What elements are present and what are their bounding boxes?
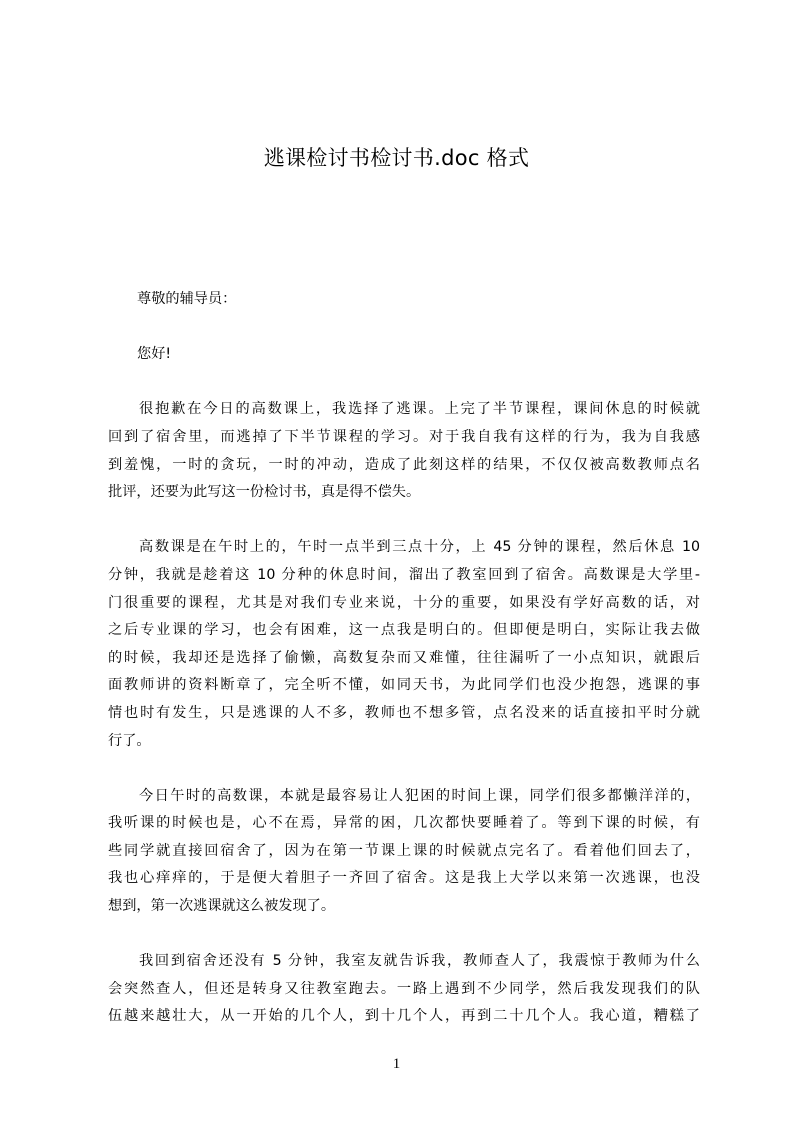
paragraph-1: [108, 396, 700, 506]
paragraph-line: 伍越来越壮大，从一开始的几个人，到十几个人，再到二十几个人。我心道，糟糕了: [108, 1008, 700, 1025]
greeting: 您好!: [137, 346, 172, 363]
paragraph-line: 今日午时的高数课，本就是最容易让人犯困的时间上课，同学们很多都懒洋洋的，: [139, 787, 700, 804]
paragraph-line: 些同学就直接回宿舍了，因为在第一节课上课的时候就点完名了。看着他们回去了，: [108, 842, 700, 859]
paragraph-line: 会突然查人，但还是转身又往教室跑去。一路上遇到不少同学，然后我发现我们的队: [108, 980, 700, 997]
paragraph-line: 我回到宿舍还没有 5 分钟，我室友就告诉我，教师查人了，我震惊于教师为什么: [139, 953, 700, 970]
paragraph-line: 我听课的时候也是，心不在焉，异常的困，几次都快要睡着了。等到下课的时候，有: [108, 815, 700, 832]
paragraph-line: 想到，第一次逃课就这么被发现了。: [108, 898, 336, 915]
paragraph-line: 回到了宿舍里，而逃掉了下半节课程的学习。对于我自我有这样的行为，我为自我感: [108, 428, 700, 445]
page-number: 1: [392, 1056, 401, 1072]
paragraph-line: 面教师讲的资料断章了，完全听不懂，如同天书，为此同学们也没少抱怨，逃课的事: [108, 677, 700, 694]
paragraph-line: 行了。: [108, 732, 151, 749]
paragraph-2: [108, 534, 700, 755]
paragraph-line: 我也心痒痒的，于是便大着胆子一齐回了宿舍。这是我上大学以来第一次逃课，也没: [108, 870, 700, 887]
paragraph-line: 到羞愧，一时的贪玩，一时的冲动，造成了此刻这样的结果，不仅仅被高数教师点名: [108, 456, 700, 473]
paragraph-3: [108, 783, 700, 921]
document-title: 逃课检讨书检讨书.doc 格式: [263, 146, 530, 170]
paragraph-line: 高数课是在午时上的，午时一点半到三点十分，上 45 分钟的课程，然后休息 10: [139, 539, 700, 556]
paragraph-line: 门很重要的课程，尤其是对我们专业来说，十分的重要，如果没有学好高数的话，对: [108, 594, 700, 611]
paragraph-line: 的时候，我却还是选择了偷懒，高数复杂而又难懂，往往漏听了一小点知识，就跟后: [108, 649, 700, 666]
paragraph-line: 分钟，我就是趁着这 10 分种的休息时间，溜出了教室回到了宿舍。高数课是大学里-: [108, 566, 700, 583]
paragraph-line: 很抱歉在今日的高数课上，我选择了逃课。上完了半节课程，课间休息的时候就: [139, 401, 700, 418]
paragraph-line: 批评，还要为此写这一份检讨书，真是得不偿失。: [108, 484, 421, 501]
document-body: [108, 286, 700, 1031]
paragraph-4: [108, 948, 700, 1031]
paragraph-line: 情也时有发生，只是逃课的人不多，教师也不想多管，点名没来的话直接扣平时分就: [108, 704, 700, 721]
salutation: 尊敬的辅导员：: [137, 291, 237, 307]
paragraph-line: 之后专业课的学习，也会有困难，这一点我是明白的。但即便是明白，实际让我去做: [108, 622, 700, 639]
